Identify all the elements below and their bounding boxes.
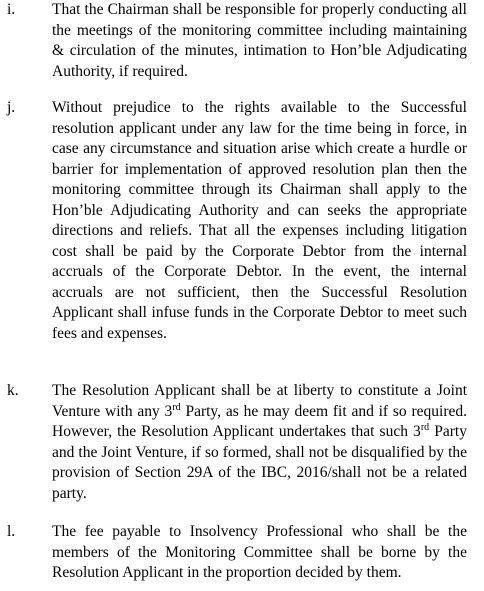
clause-text [52,381,467,504]
clause-text-segment: Party and the Joint Venture, if so formed, shall not be disqualified by the provision of Section 29A of the IBC, 2016/shall not be a related party. [52,423,467,502]
ordinal-superscript: rd [172,401,181,413]
clause-text-segment: The Resolution Applicant shall be at liberty to constitute a Joint Venture with any 3 [52,382,467,420]
clause-text: The fee payable to Insolvency Professional who shall be the members of the Monitoring Committee shall be borne by the Resolution Applicant in the proportion decided by them. [52,523,467,581]
clause-text: That the Chairman shall be responsible for properly conducting all the meetings of the monitoring committee including maintaining & circulation of the minutes, intimation to Hon’ble Adjudicating Authority, if required. [52,1,467,80]
clause-text: Without prejudice to the rights available to the Successful resolution applicant under any law for the time being in force, in case any circumstance and situation arise which create a hurdle or barrier for implementation of approved resolution plan then the monitoring committee through its Chairman shall apply to the Hon’ble Adjudicating Authority and can seeks the appropriate directions and reliefs. That all the expenses including litigation cost shall be paid by the Corporate Debtor from the internal accruals of the Corporate Debtor. In the event, the internal accruals are not sufficient, then the Successful Resolution Applicant shall infuse funds in the Corporate Debtor to meet such fees and expenses. [52,99,467,342]
clause-marker: k. [7,382,19,399]
clause-marker: j. [7,99,16,116]
ordinal-superscript: rd [420,421,430,433]
clause-marker: i. [7,1,16,18]
clause-marker: l. [7,523,16,540]
clause-text-segment: Party, as he may deem fit and if so required. However, the Resolution Applicant undertakes that such 3 [52,402,467,440]
